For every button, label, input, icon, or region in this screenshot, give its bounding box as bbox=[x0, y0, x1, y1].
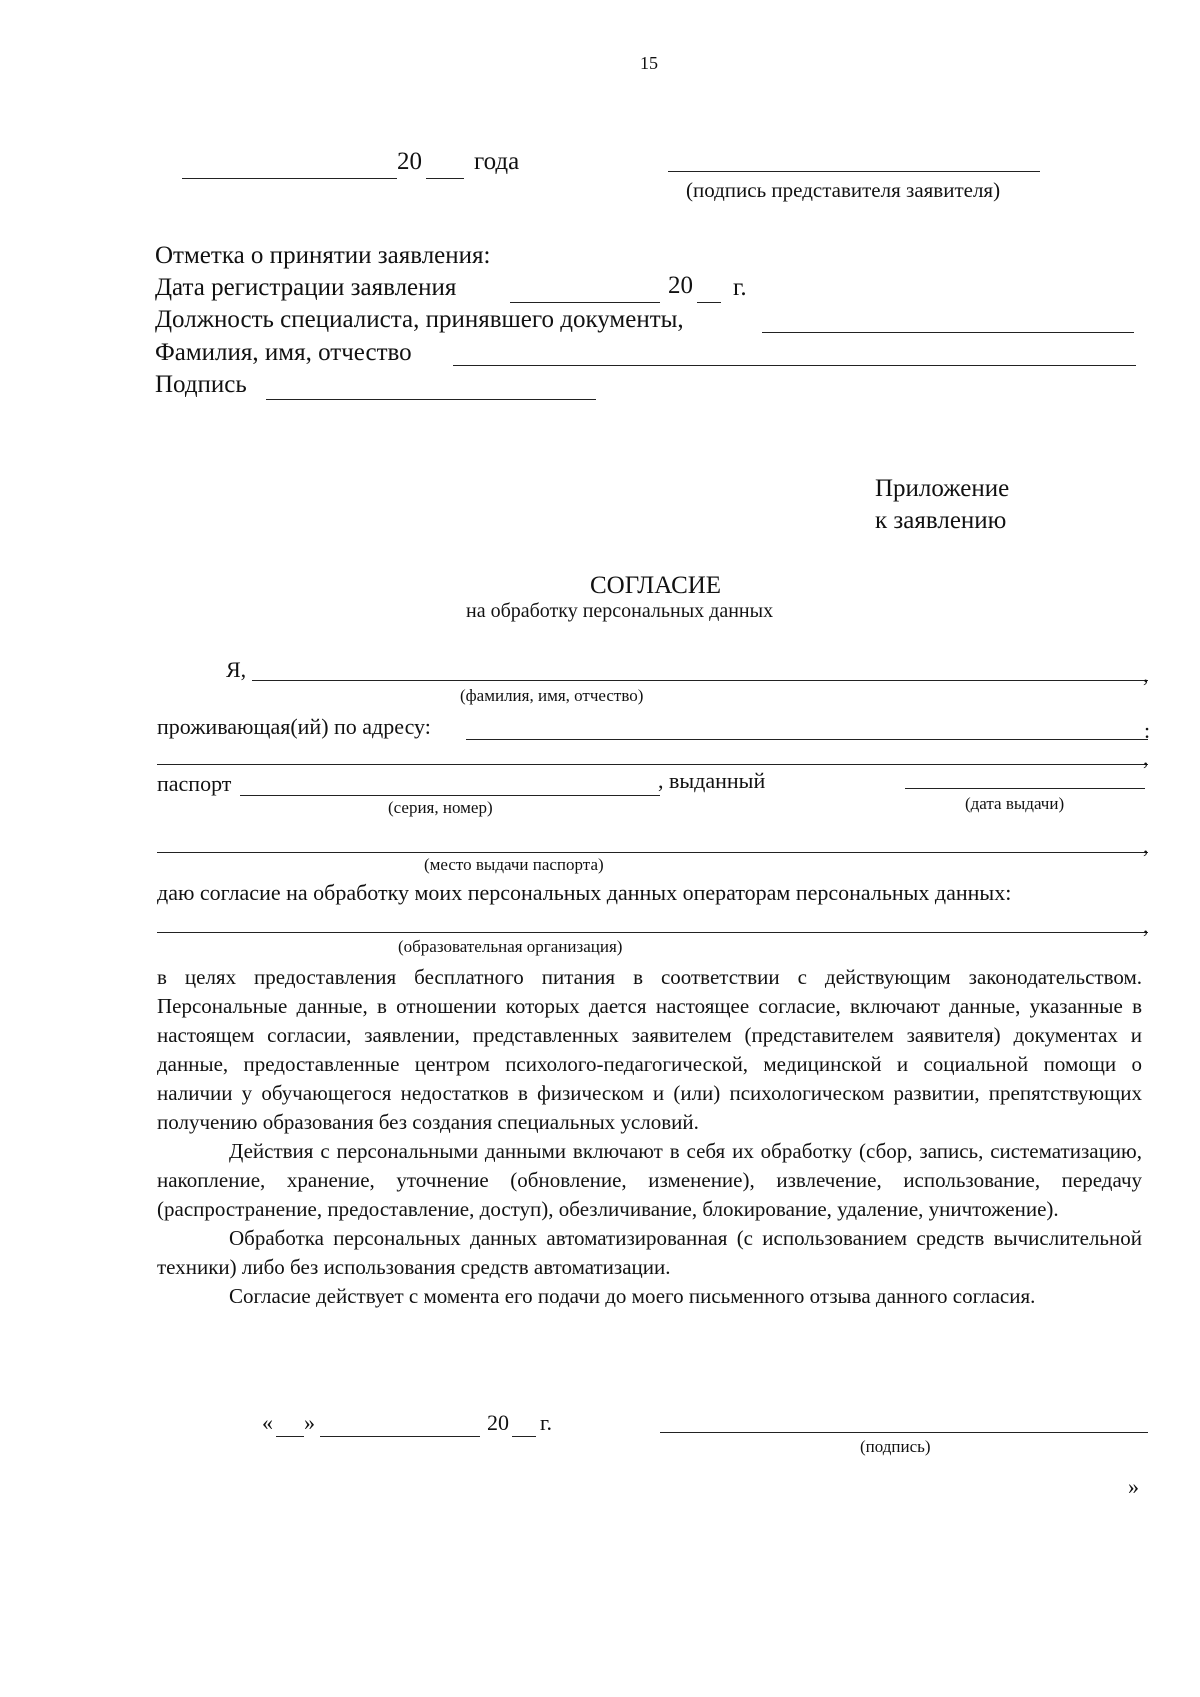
consent-title: СОГЛАСИЕ bbox=[590, 572, 722, 599]
organization-caption: (образовательная организация) bbox=[398, 937, 623, 956]
appendix-title: Приложение bbox=[875, 475, 1010, 502]
registration-year-suffix: г. bbox=[733, 274, 747, 301]
date-year: 20 bbox=[487, 1410, 509, 1435]
date-open-quote: « bbox=[262, 1410, 273, 1435]
registration-year-line[interactable] bbox=[697, 302, 721, 303]
address-label: проживающая(ий) по адресу: bbox=[157, 714, 431, 739]
address-line-1[interactable] bbox=[466, 739, 1148, 740]
issue-date-caption: (дата выдачи) bbox=[965, 794, 1065, 813]
signature-label: Подпись bbox=[155, 371, 247, 398]
signature-consent-line[interactable] bbox=[660, 1432, 1148, 1433]
registration-year: 20 bbox=[668, 272, 693, 299]
issue-date-line[interactable] bbox=[905, 788, 1145, 789]
date-year-suffix: г. bbox=[540, 1410, 553, 1435]
operator-text: даю согласие на обработку моих персональных данных операторам персональных данных: bbox=[157, 880, 1012, 905]
address-comma: , bbox=[1143, 745, 1149, 770]
consent-body bbox=[157, 963, 1142, 1311]
page-number: 15 bbox=[640, 53, 658, 73]
representative-signature-caption: (подпись представителя заявителя) bbox=[686, 178, 1001, 202]
paragraph-purpose: в целях предоставления бесплатного питания в соответствии с действующим законодательством. Персональные данные, в отношении которых дается настоящее согласие, включают данные, указанные в настоящем согласии, заявлении, представленных заявителем (представителем заявителя) документах и данные, предоставленные центром психолого-педагогической, медицинской и социальной помощи о наличии у обучающегося недостатков в физическом и (или) психологическом развитии, препятствующих получению образования без создания специальных условий. bbox=[157, 965, 1142, 1134]
year-blank-line[interactable] bbox=[426, 178, 464, 179]
date-close-quote: » bbox=[304, 1410, 315, 1435]
issue-place-line[interactable] bbox=[157, 852, 1148, 853]
registration-date-line[interactable] bbox=[510, 302, 660, 303]
paragraph-validity: Согласие действует с момента его подачи до моего письменного отзыва данного согласия. bbox=[229, 1284, 1036, 1308]
closing-quote: » bbox=[1128, 1474, 1139, 1499]
position-line[interactable] bbox=[762, 332, 1134, 333]
series-caption: (серия, номер) bbox=[388, 798, 493, 817]
fio-caption: (фамилия, имя, отчество) bbox=[460, 686, 644, 705]
acceptance-heading: Отметка о принятии заявления: bbox=[155, 242, 491, 269]
appendix-subtitle: к заявлению bbox=[875, 507, 1007, 534]
year-line[interactable] bbox=[512, 1436, 536, 1437]
fio-line[interactable] bbox=[453, 365, 1136, 366]
issue-place-comma: , bbox=[1143, 833, 1149, 858]
i-label: Я, bbox=[226, 657, 247, 682]
day-line[interactable] bbox=[276, 1436, 304, 1437]
fio-label: Фамилия, имя, отчество bbox=[155, 339, 412, 366]
month-line[interactable] bbox=[320, 1436, 480, 1437]
issued-label: , выданный bbox=[658, 768, 766, 793]
year-prefix: 20 bbox=[397, 148, 422, 175]
address-colon: : bbox=[1144, 718, 1151, 743]
issue-place-caption: (место выдачи паспорта) bbox=[424, 855, 604, 874]
address-line-2[interactable] bbox=[157, 764, 1148, 765]
position-label: Должность специалиста, принявшего документы, bbox=[155, 306, 684, 333]
paragraph-actions: Действия с персональными данными включают в себя их обработку (сбор, запись, систематизацию, накопление, хранение, уточнение (обновление, изменение), извлечение, использование, передачу (распространение, предоставление, доступ), обезличивание, блокирование, удаление, уничтожение). bbox=[157, 1139, 1142, 1221]
signature-line[interactable] bbox=[266, 399, 596, 400]
fio-consent-line[interactable] bbox=[252, 680, 1148, 681]
year-suffix: года bbox=[474, 148, 520, 175]
paragraph-processing: Обработка персональных данных автоматизированная (с использованием средств вычислительной техники) либо без использования средств автоматизации. bbox=[157, 1226, 1142, 1279]
registration-date-label: Дата регистрации заявления bbox=[155, 274, 457, 301]
consent-subtitle: на обработку персональных данных bbox=[466, 600, 774, 622]
representative-signature-line[interactable] bbox=[668, 171, 1040, 172]
signature-consent-caption: (подпись) bbox=[860, 1437, 931, 1456]
organization-comma: , bbox=[1143, 913, 1149, 938]
passport-number-line[interactable] bbox=[240, 795, 660, 796]
fio-comma: , bbox=[1143, 662, 1149, 687]
date-blank-line[interactable] bbox=[182, 178, 397, 179]
organization-line[interactable] bbox=[157, 932, 1148, 933]
passport-label: паспорт bbox=[157, 771, 232, 796]
